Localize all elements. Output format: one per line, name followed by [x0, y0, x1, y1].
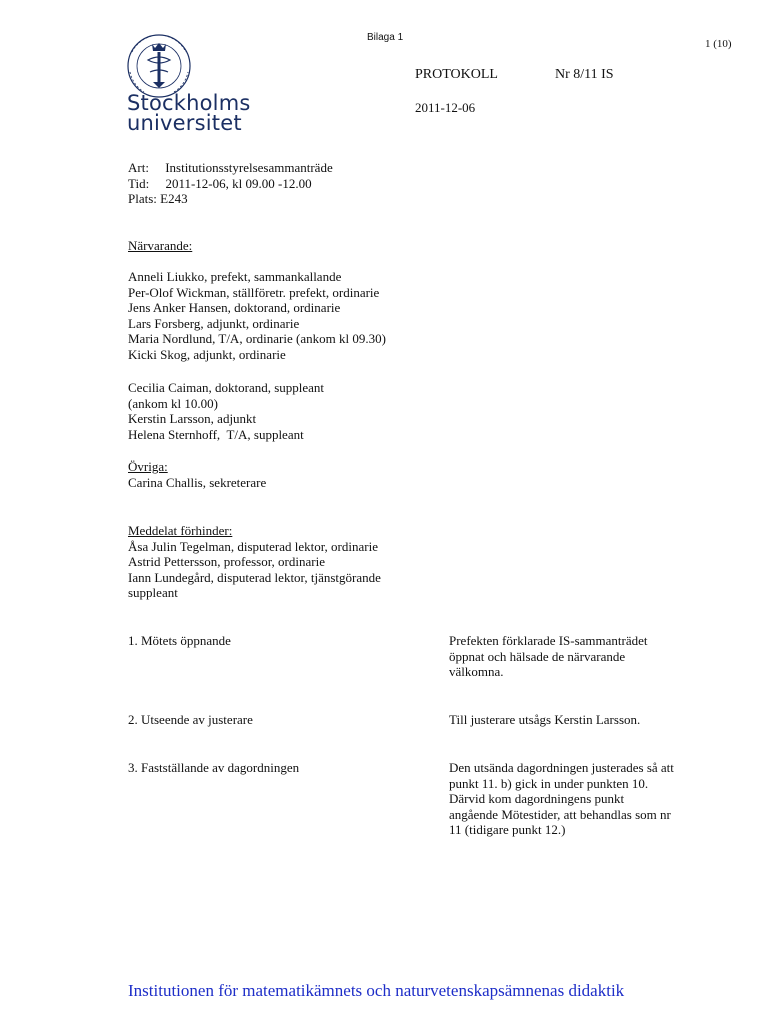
- university-seal-logo: [124, 32, 194, 100]
- list-item: Kicki Skog, adjunkt, ordinarie: [128, 346, 286, 362]
- agenda-text-line: öppnat och hälsade de närvarande: [449, 648, 626, 664]
- list-item: Cecilia Caiman, doktorand, suppleant: [128, 380, 325, 395]
- meeting-type: Art: Institutionsstyrelsesammanträde: [128, 160, 333, 175]
- other-heading: Övriga:: [128, 459, 168, 474]
- attachment-label: Bilaga 1: [367, 32, 404, 43]
- logo-line-2: universitet: [127, 111, 242, 135]
- agenda-text-line: 11 (tidigare punkt 12.): [449, 822, 566, 838]
- agenda-text-line: välkomna.: [449, 664, 504, 680]
- list-item: Jens Anker Hansen, doktorand, ordinarie: [128, 300, 341, 316]
- agenda-item-2-text: [449, 712, 640, 728]
- present-others-list: [128, 380, 324, 442]
- agenda-text-line: punkt 11. b) gick in under punkten 10.: [449, 775, 649, 791]
- other-section: [128, 459, 266, 490]
- list-item: Lars Forsberg, adjunkt, ordinarie: [128, 315, 300, 331]
- list-item: Per-Olof Wickman, ställföretr. prefekt, ordinarie: [128, 284, 380, 300]
- meeting-info: [128, 160, 333, 207]
- list-item: Iann Lundegård, disputerad lektor, tjänstgörande: [128, 569, 381, 585]
- absent-section: [128, 523, 381, 601]
- doc-type: PROTOKOLL: [415, 67, 498, 82]
- doc-number: Nr 8/11 IS: [555, 67, 614, 82]
- absent-heading: Meddelat förhinder:: [128, 523, 233, 538]
- list-item: Helena Sternhoff, T/A, suppleant: [128, 426, 304, 442]
- agenda-item-1-text: [449, 633, 648, 680]
- logo-wordmark: [127, 93, 251, 133]
- agenda-text-line: Den utsända dagordningen justerades så att: [449, 760, 674, 775]
- logo-line-1: Stockholms: [127, 91, 251, 115]
- meeting-place: Plats: E243: [128, 191, 188, 207]
- agenda-item-3-title: 3. Fastställande av dagordningen: [128, 760, 300, 775]
- agenda-text-line: Prefekten förklarade IS-sammanträdet: [449, 633, 648, 648]
- agenda-item-2-title: 2. Utseende av justerare: [128, 712, 253, 727]
- department-footer: Institutionen för matematikämnets och naturvetenskapsämnenas didaktik: [128, 981, 625, 1000]
- list-item: suppleant: [128, 585, 178, 601]
- present-heading: Närvarande:: [128, 238, 193, 253]
- list-item: Carina Challis, sekreterare: [128, 474, 267, 490]
- list-item: Kerstin Larsson, adjunkt: [128, 411, 257, 427]
- list-item: Åsa Julin Tegelman, disputerad lektor, ordinarie: [128, 538, 378, 554]
- list-item: Anneli Liukko, prefekt, sammankallande: [128, 269, 342, 284]
- agenda-text-line: Till justerare utsågs Kerstin Larsson.: [449, 712, 641, 727]
- meeting-time: Tid: 2011-12-06, kl 09.00 -12.00: [128, 175, 312, 191]
- agenda-item-3-text: [449, 760, 674, 838]
- agenda-text-line: Därvid kom dagordningens punkt: [449, 791, 625, 807]
- list-item: (ankom kl 10.00): [128, 395, 218, 411]
- present-members-list: [128, 269, 386, 363]
- doc-date: 2011-12-06: [415, 100, 476, 115]
- agenda-item-1-title: 1. Mötets öppnande: [128, 633, 231, 648]
- agenda-text-line: angående Mötestider, att behandlas som nr: [449, 806, 671, 822]
- list-item: Maria Nordlund, T/A, ordinarie (ankom kl 09.30): [128, 331, 386, 347]
- list-item: Astrid Pettersson, professor, ordinarie: [128, 554, 325, 570]
- page-number: 1 (10): [705, 38, 732, 50]
